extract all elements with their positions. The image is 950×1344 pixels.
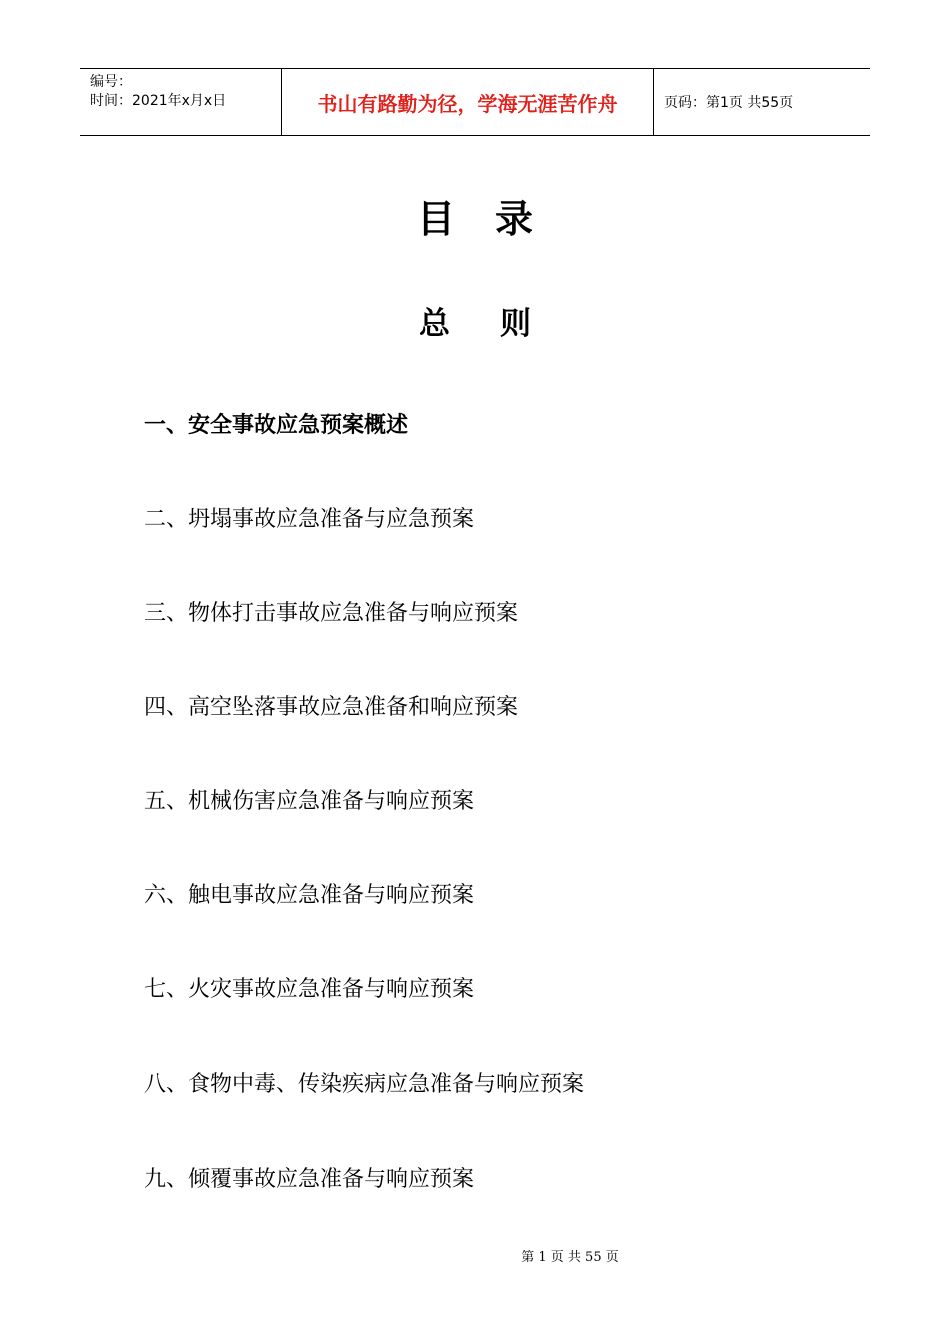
toc-item: 七、火灾事故应急准备与响应预案 xyxy=(144,977,475,1002)
page-title: 目录 xyxy=(416,197,573,241)
document-header xyxy=(80,68,870,136)
section-title: 总则 xyxy=(419,306,581,342)
header-page-cell xyxy=(654,69,870,135)
toc-item: 三、物体打击事故应急准备与响应预案 xyxy=(144,601,519,626)
document-date: 时间：2021年x月x日 xyxy=(90,93,227,109)
toc-item: 六、触电事故应急准备与响应预案 xyxy=(144,883,475,908)
toc-item: 八、食物中毒、传染疾病应急准备与响应预案 xyxy=(144,1072,585,1097)
header-page-number: 页码：第1页 共55页 xyxy=(664,95,794,111)
document-number-label: 编号： xyxy=(90,74,132,90)
toc-item: 九、倾覆事故应急准备与响应预案 xyxy=(144,1167,475,1192)
toc-item: 一、安全事故应急预案概述 xyxy=(144,413,409,438)
header-meta-cell xyxy=(80,69,282,135)
page-footer: 第 1 页 共 55 页 xyxy=(521,1250,619,1265)
header-motto: 书山有路勤为径，学海无涯苦作舟 xyxy=(317,91,618,116)
toc-item: 二、坍塌事故应急准备与应急预案 xyxy=(144,507,475,532)
toc-item: 五、机械伤害应急准备与响应预案 xyxy=(144,789,475,814)
toc-item: 四、高空坠落事故应急准备和响应预案 xyxy=(144,695,519,720)
header-motto-cell xyxy=(282,69,654,135)
